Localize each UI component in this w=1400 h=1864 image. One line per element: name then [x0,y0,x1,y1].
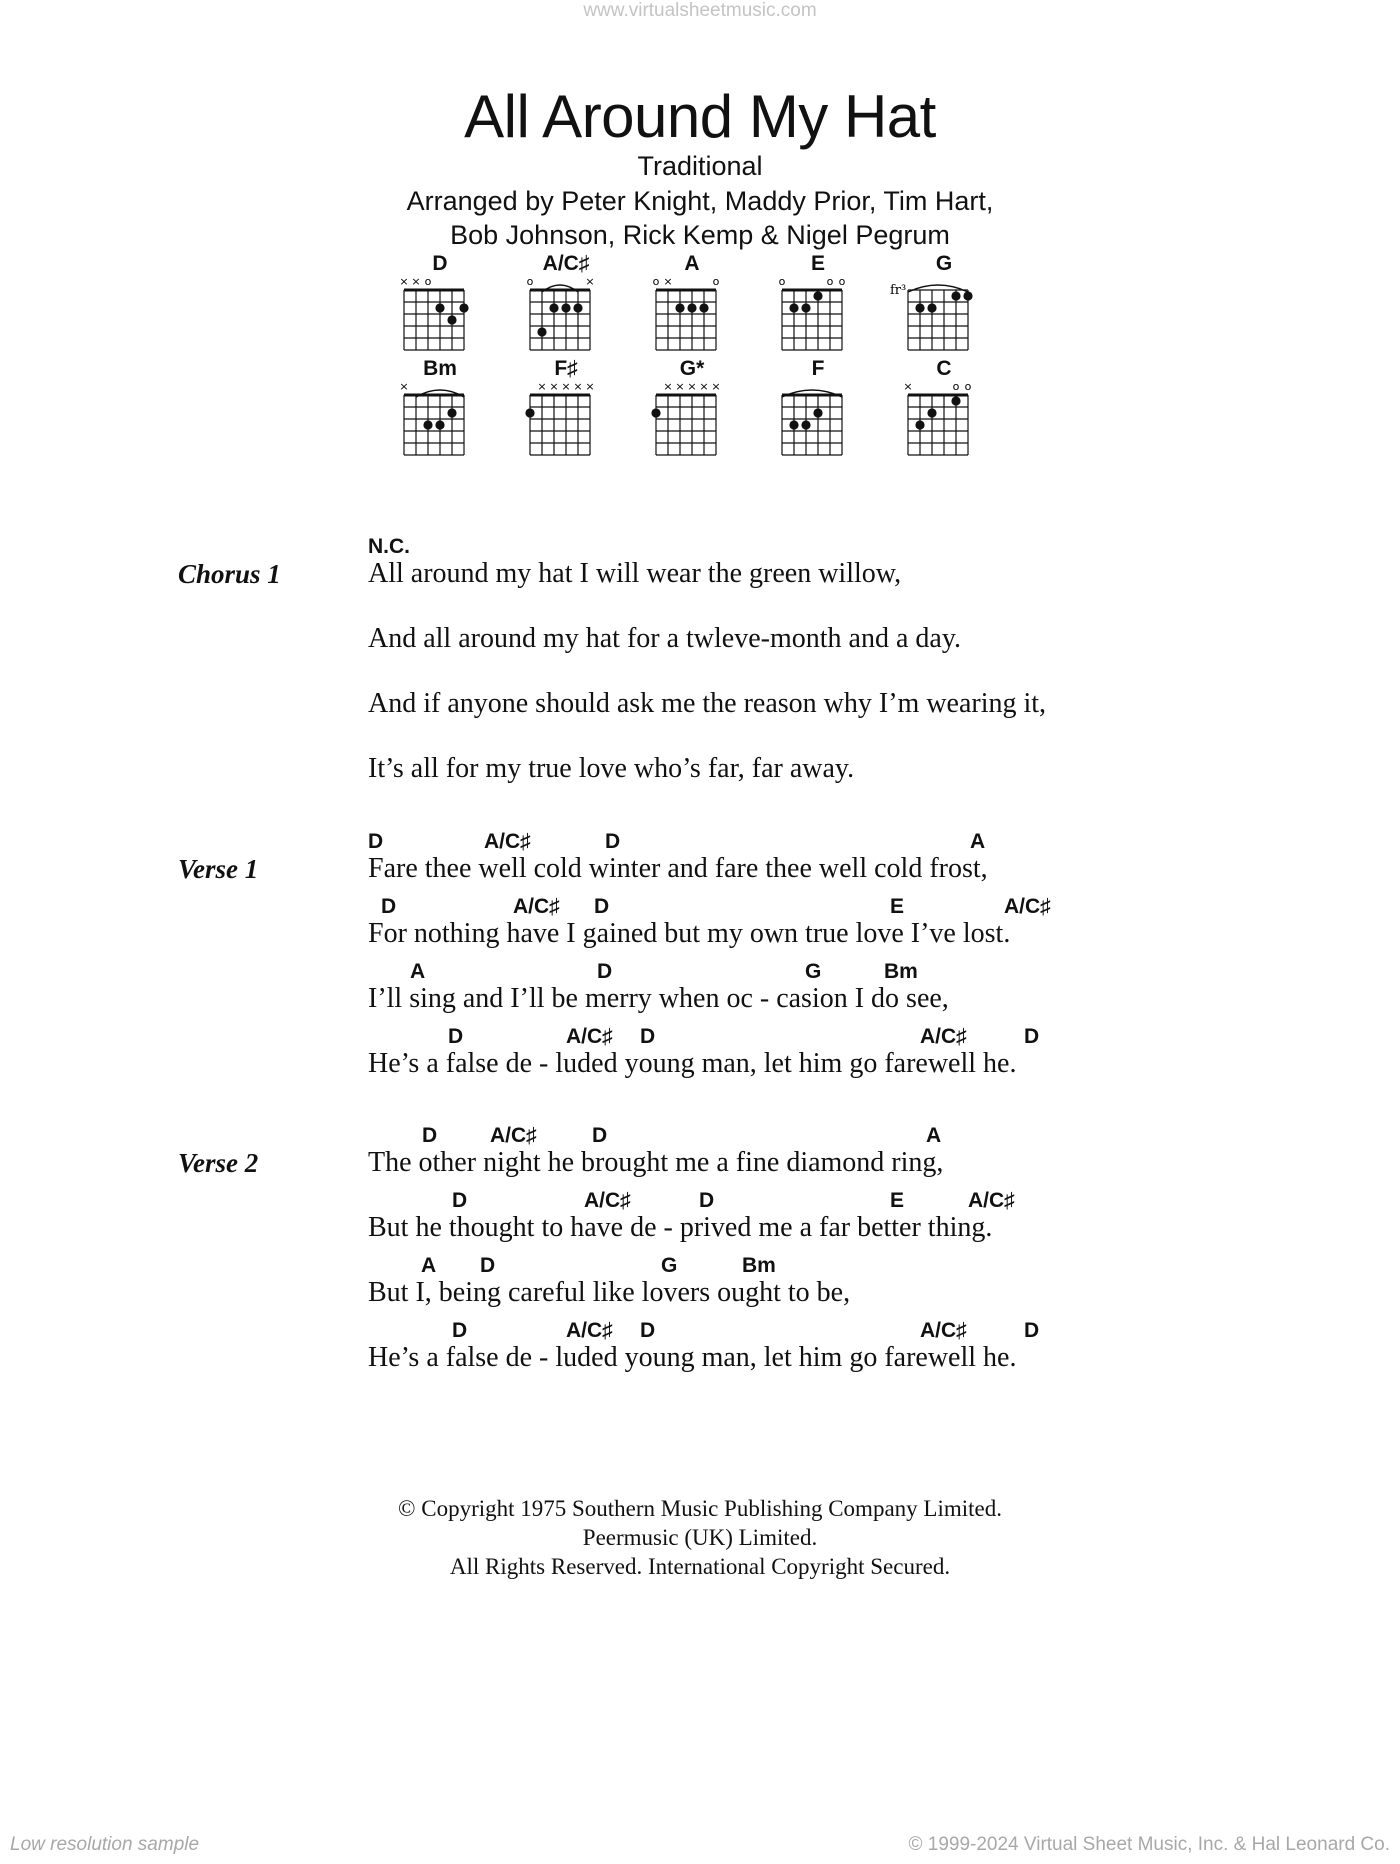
chord-grid [392,357,488,457]
chord-diagram-name: G [935,252,953,275]
chord-symbol: A [421,1254,437,1277]
muted-string-marker: × [399,380,409,393]
muted-string-marker: × [573,380,583,393]
composer-credit: Traditional [637,151,763,181]
low-resolution-notice: Low resolution sample [10,1834,200,1855]
chord-symbol: D [1024,1319,1040,1342]
copyright-line: All Rights Reserved. International Copyright Secured. [449,1554,951,1579]
finger-dot [963,291,972,300]
chord-symbol: E [890,895,905,918]
muted-string-marker: × [537,380,547,393]
finger-dot [699,303,708,312]
finger-dot [447,408,456,417]
finger-dot [789,420,798,429]
finger-dot [459,303,468,312]
chord-symbol: D [640,1025,656,1048]
muted-string-marker: × [663,380,673,393]
chord-symbol: D [480,1254,496,1277]
chord-symbol: D [597,960,613,983]
finger-dot [927,303,936,312]
copyright-line: Peermusic (UK) Limited. [582,1525,818,1550]
finger-dot [813,291,822,300]
open-string-marker: o [778,275,786,288]
finger-dot [573,303,582,312]
chord-grid [644,252,740,352]
muted-string-marker: × [699,380,709,393]
chord-symbol: D [605,830,621,853]
chord-symbol: A/C♯ [484,830,531,853]
lyric-line: I’ll sing and I’ll be merry when oc - casion I do see, [368,983,949,1014]
section-label-chorus-1: Chorus 1 [178,559,281,589]
chord-diagram-name: F [811,357,825,380]
finger-dot [435,303,444,312]
finger-dot [801,420,810,429]
chord-diagram-name: A [684,252,700,275]
chord-diagram-name: A/C♯ [542,252,590,275]
chord-diagram-name: D [432,252,448,275]
chord-symbol: Bm [884,960,918,983]
arranger-credit-cont: Bob Johnson, Rick Kemp & Nigel Pegrum [450,220,950,250]
chord-symbol: A/C♯ [920,1319,967,1342]
open-string-marker: o [712,275,720,288]
chord-symbol: G [661,1254,678,1277]
muted-string-marker: × [687,380,697,393]
chord-symbol: D [452,1189,468,1212]
chord-grid [518,357,614,457]
finger-dot [561,303,570,312]
chord-symbol: A/C♯ [584,1189,631,1212]
lyric-line: He’s a false de - luded young man, let him go farewell he. [368,1048,1017,1079]
arranger-credit: Arranged by Peter Knight, Maddy Prior, Tim Hart, [406,186,994,216]
finger-dot [525,408,534,417]
open-string-marker: o [526,275,534,288]
muted-string-marker: × [549,380,559,393]
finger-dot [549,303,558,312]
chord-diagram-name: Bm [423,357,457,380]
chord-symbol: D [448,1025,464,1048]
section-label-verse-2: Verse 2 [178,1148,259,1178]
chord-symbol: A [970,830,986,853]
lyric-line: But I, being careful like lovers ought to be, [368,1277,851,1308]
finger-dot [435,420,444,429]
chord-symbol: A/C♯ [566,1319,613,1342]
finger-dot [651,408,660,417]
chord-grid [644,357,740,457]
lyric-line: The other night he brought me a fine diamond ring, [368,1147,944,1178]
chord-diagram-name: G* [679,357,705,380]
chord-symbol: D [640,1319,656,1342]
muted-string-marker: × [585,275,595,288]
open-string-marker: o [424,275,432,288]
chord-diagram-name: E [810,252,825,275]
chord-symbol: A/C♯ [920,1025,967,1048]
chord-symbol: E [890,1189,905,1212]
chord-symbol: A/C♯ [566,1025,613,1048]
lyric-line: He’s a false de - luded young man, let him go farewell he. [368,1342,1017,1373]
muted-string-marker: × [903,380,913,393]
finger-dot [813,408,822,417]
chord-symbol: A [410,960,426,983]
muted-string-marker: × [561,380,571,393]
chord-symbol: G [805,960,822,983]
chord-symbol: D [381,895,397,918]
lyric-line: And all around my hat for a twleve-month and a day. [368,623,962,654]
finger-dot [951,291,960,300]
footer-copyright: © 1999-2024 Virtual Sheet Music, Inc. & Hal Leonard Co. [908,1834,1390,1855]
lyric-line: And if anyone should ask me the reason why I’m wearing it, [368,688,1047,719]
finger-dot [915,303,924,312]
finger-dot [915,420,924,429]
barre-arc [908,285,968,292]
muted-string-marker: × [675,380,685,393]
chord-symbol: A/C♯ [513,895,560,918]
chord-symbol: D [422,1124,438,1147]
muted-string-marker: × [585,380,595,393]
chord-grid [770,357,866,457]
chord-grid [770,252,866,352]
lyric-line: It’s all for my true love who’s far, far away. [368,753,855,784]
section-label-verse-1: Verse 1 [178,854,259,884]
open-string-marker: o [838,275,846,288]
chord-symbol: N.C. [368,535,410,558]
finger-dot [687,303,696,312]
finger-dot [423,420,432,429]
chord-symbol: D [592,1124,608,1147]
finger-dot [675,303,684,312]
finger-dot [789,303,798,312]
muted-string-marker: × [663,275,673,288]
chord-symbol: A/C♯ [1004,895,1051,918]
muted-string-marker: × [711,380,721,393]
chord-symbol: D [368,830,384,853]
chord-symbol: A/C♯ [968,1189,1015,1212]
open-string-marker: o [952,380,960,393]
chord-symbol: D [699,1189,715,1212]
muted-string-marker: × [399,275,409,288]
chord-diagram-name: C [936,357,952,380]
finger-dot [801,303,810,312]
muted-string-marker: × [411,275,421,288]
open-string-marker: o [652,275,660,288]
lyric-line: All around my hat I will wear the green willow, [368,558,902,589]
chord-symbol: Bm [742,1254,776,1277]
chord-grid [896,357,992,457]
lyric-line: Fare thee well cold winter and fare thee well cold frost, [368,853,988,884]
chord-symbol: D [1024,1025,1040,1048]
finger-dot [447,315,456,324]
finger-dot [951,396,960,405]
chord-symbol: A/C♯ [490,1124,537,1147]
lyric-line: For nothing have I gained but my own true love I’ve lost. [368,918,1011,949]
lyric-line: But he thought to have de - prived me a far better thing. [368,1212,993,1243]
song-title: All Around My Hat [464,83,936,150]
chord-grid [890,252,992,352]
chord-grid [392,252,488,352]
finger-dot [537,327,546,336]
copyright-line: © Copyright 1975 Southern Music Publishing Company Limited. [398,1496,1002,1521]
chord-symbol: D [452,1319,468,1342]
fret-position-label: fr³ [890,283,907,298]
open-string-marker: o [964,380,972,393]
chord-grid [518,252,614,352]
watermark-url: www.virtualsheetmusic.com [583,0,817,21]
chord-diagram-name: F♯ [554,357,578,380]
finger-dot [927,408,936,417]
open-string-marker: o [826,275,834,288]
chord-symbol: D [594,895,610,918]
chord-symbol: A [926,1124,942,1147]
